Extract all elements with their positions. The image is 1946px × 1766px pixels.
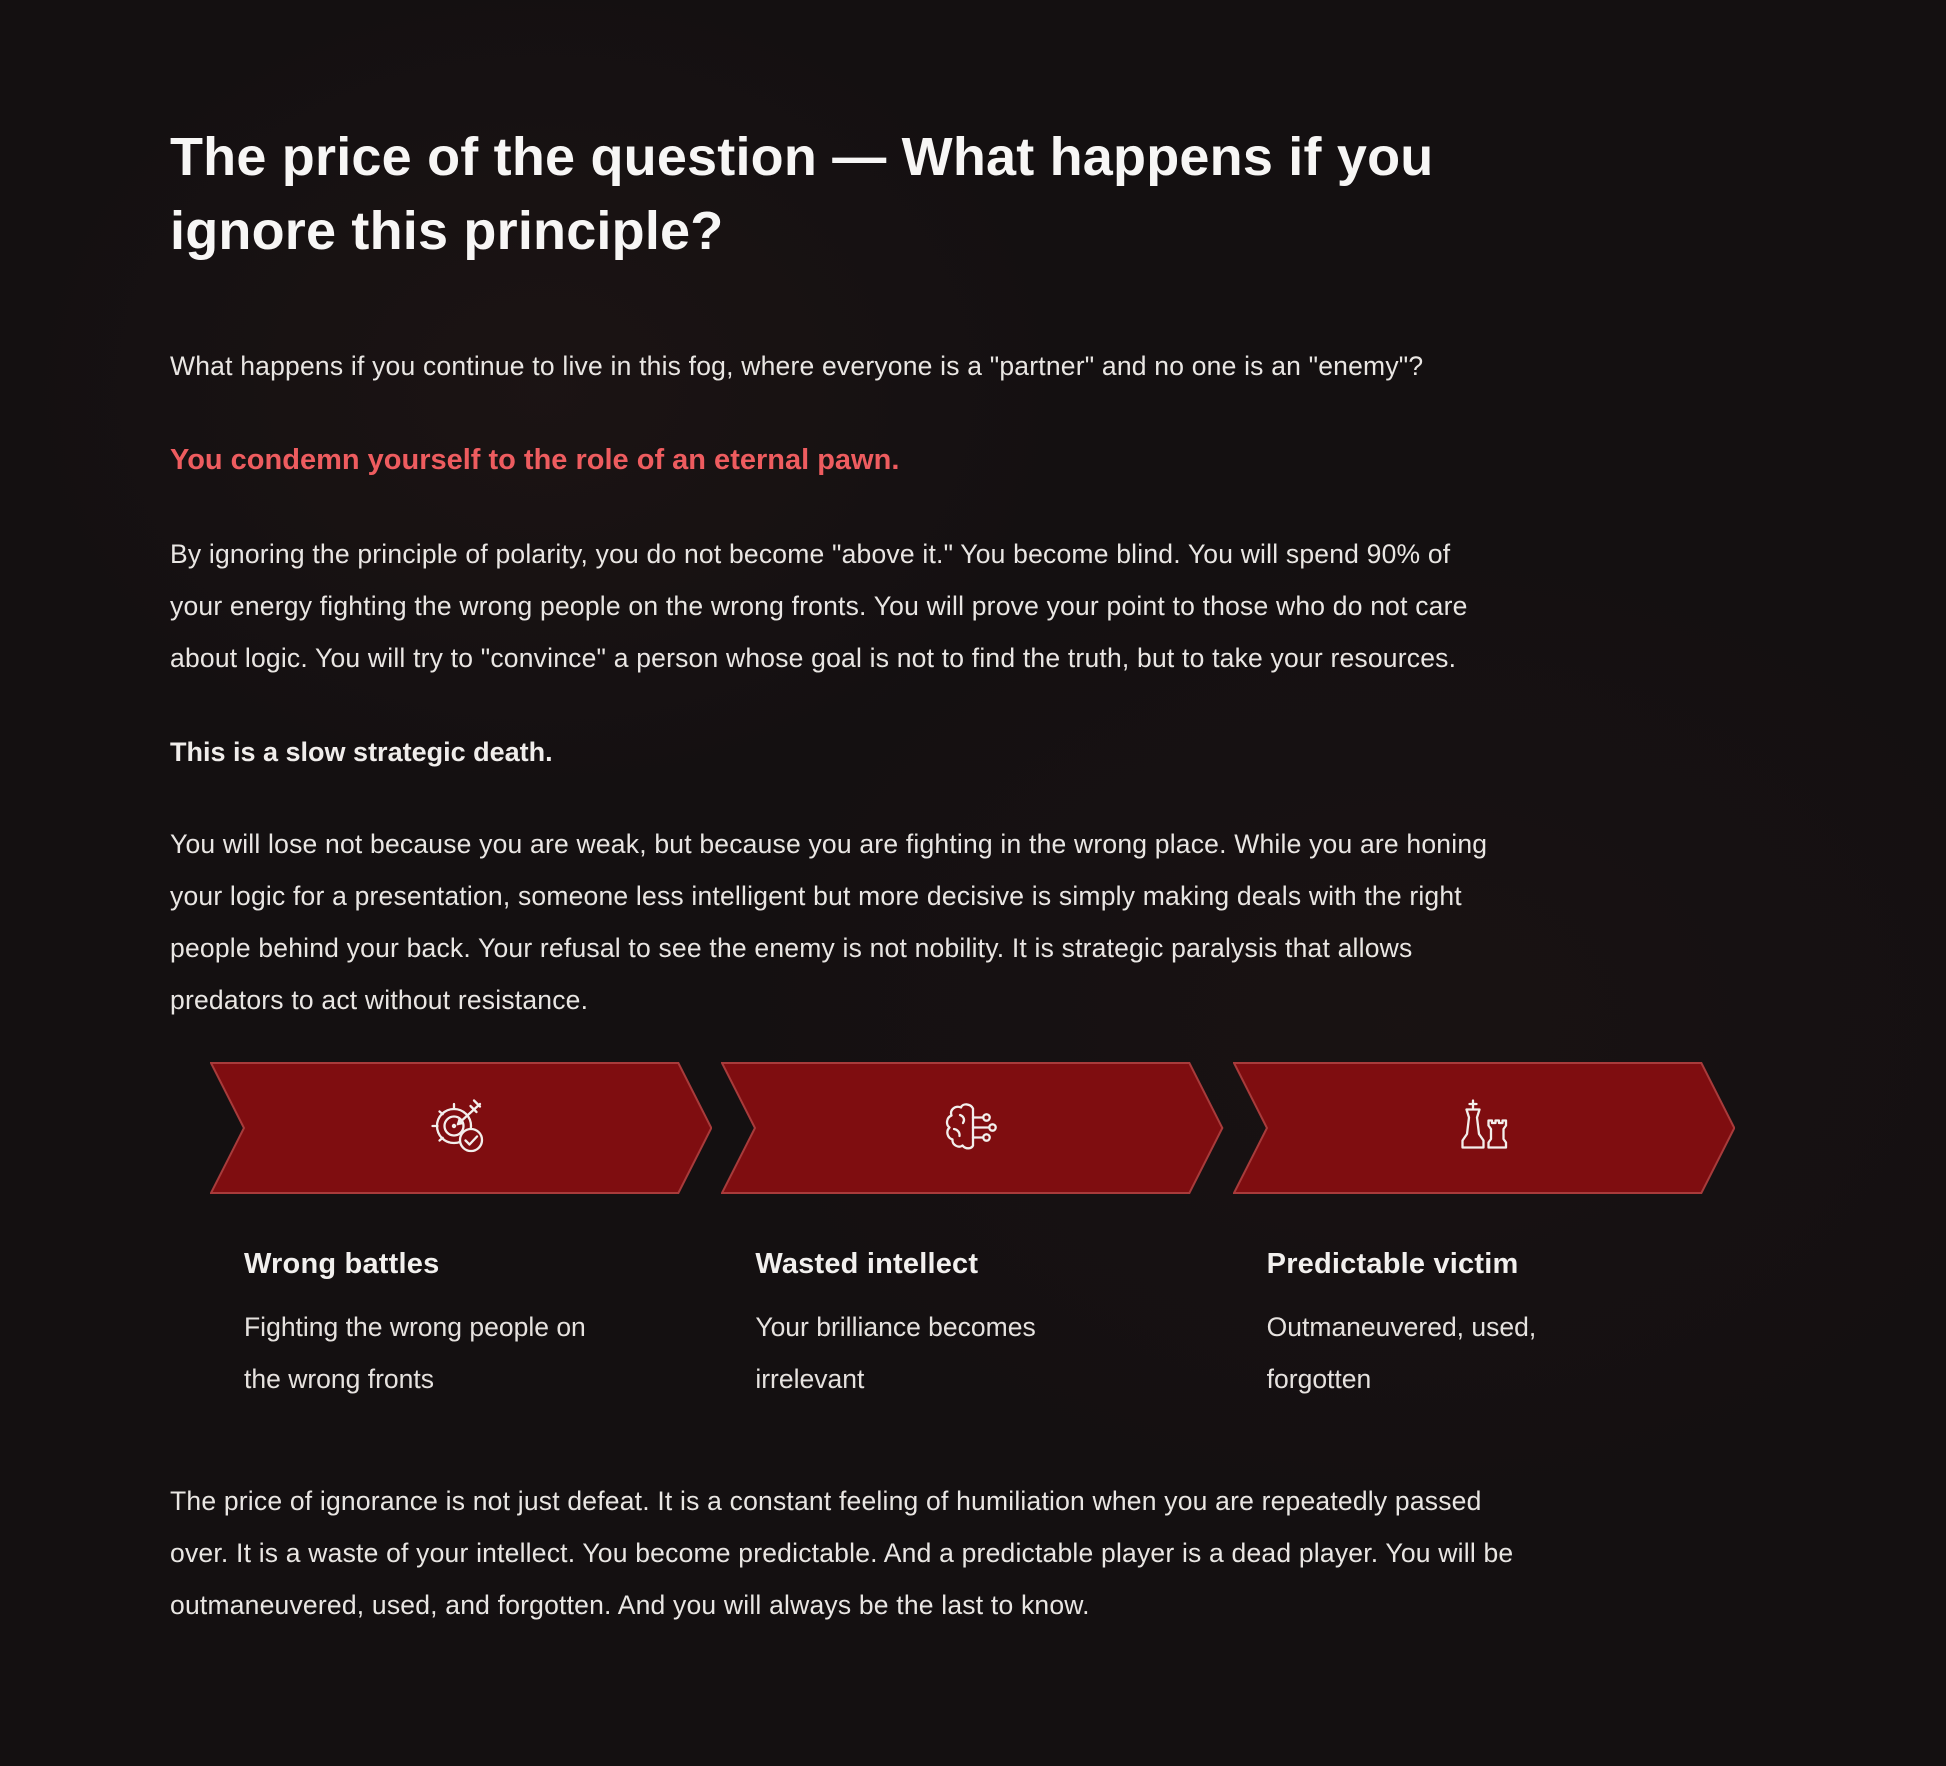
target-check-icon — [429, 1096, 493, 1160]
page-title: The price of the question — What happens if you ignore this principle? — [170, 127, 1434, 261]
polarity-paragraph: By ignoring the principle of polarity, you do not become "above it." You become blind. You will spend 90% of your energy fighting the wrong people on the wrong fronts. You will prove your point to those who do not care about logic. You will try to "convince" a person whose goal is not to find the truth, but to take your resources. — [170, 539, 1468, 673]
consequence-item — [210, 1248, 712, 1405]
consequence-arrows — [210, 1062, 1735, 1194]
arrow-banner-wasted-intellect — [721, 1062, 1223, 1194]
consequence-item — [721, 1248, 1223, 1405]
consequence-description: Fighting the wrong people on the wrong fronts — [244, 1312, 586, 1394]
lose-paragraph: You will lose not because you are weak, but because you are fighting in the wrong place. While you are honing your logic for a presentation, someone less intelligent but more decisive is simply making deals with the right people behind your back. Your refusal to see the enemy is not nobility. It is strategic paralysis that allows predators to act without resistance. — [170, 829, 1488, 1015]
consequence-title: Wasted intellect — [755, 1248, 979, 1280]
chess-pieces-icon — [1452, 1096, 1516, 1160]
intro-paragraph: What happens if you continue to live in this fog, where everyone is a "partner" and no one is an "enemy"? — [170, 351, 1424, 381]
consequence-title: Predictable victim — [1266, 1248, 1519, 1280]
consequence-description: Your brilliance becomes irrelevant — [755, 1312, 1036, 1394]
consequence-labels — [210, 1248, 1735, 1405]
consequence-title: Wrong battles — [244, 1248, 440, 1280]
consequence-item — [1233, 1248, 1735, 1405]
accent-statement: You condemn yourself to the role of an eternal pawn. — [170, 444, 900, 476]
arrow-banner-wrong-battles — [210, 1062, 712, 1194]
consequence-description: Outmaneuvered, used, forgotten — [1266, 1312, 1537, 1394]
brain-circuit-icon — [940, 1096, 1004, 1160]
strategic-death-statement: This is a slow strategic death. — [170, 737, 553, 767]
closing-paragraph: The price of ignorance is not just defeat. It is a constant feeling of humiliation when you are repeatedly passed over. It is a waste of your intellect. You become predictable. And a predictable player is a dead player. You will be outmaneuvered, used, and forgotten. And you will always be the last to know. — [170, 1486, 1514, 1620]
arrow-banner-predictable-victim — [1233, 1062, 1735, 1194]
